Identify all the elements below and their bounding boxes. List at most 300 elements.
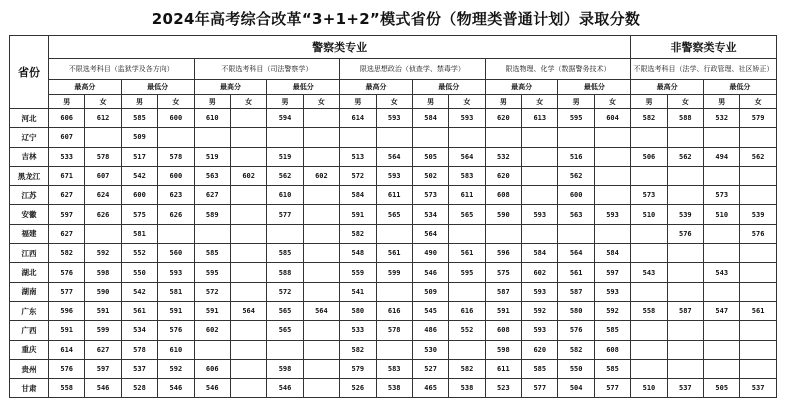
score-cell: 620: [485, 166, 521, 185]
province-header: 省份: [10, 36, 49, 109]
score-cell: 516: [558, 147, 594, 166]
score-cell: 593: [522, 205, 558, 224]
male-header: 男: [558, 95, 594, 109]
score-cell: [340, 128, 376, 147]
score-cell: 627: [49, 224, 85, 243]
score-cell: 597: [85, 359, 121, 378]
score-cell: 543: [704, 263, 740, 282]
score-cell: 526: [340, 379, 376, 398]
province-cell: 吉林: [10, 147, 49, 166]
score-cell: 602: [194, 321, 230, 340]
male-header: 男: [121, 95, 157, 109]
province-cell: 江苏: [10, 186, 49, 205]
score-cell: 564: [303, 301, 339, 320]
score-cell: 548: [340, 244, 376, 263]
score-cell: 585: [267, 244, 303, 263]
score-cell: 587: [485, 282, 521, 301]
lowest-score-header: 最低分: [412, 80, 485, 95]
header-row-groups: [10, 59, 777, 80]
score-cell: 537: [667, 379, 703, 398]
score-cell: 565: [267, 321, 303, 340]
score-cell: 577: [267, 205, 303, 224]
score-cell: [194, 340, 230, 359]
score-cell: 560: [158, 244, 194, 263]
score-cell: 606: [194, 359, 230, 378]
score-cell: 579: [740, 109, 776, 128]
score-cell: 533: [340, 321, 376, 340]
score-cell: [303, 321, 339, 340]
score-cell: 610: [267, 186, 303, 205]
score-cell: 564: [558, 244, 594, 263]
score-cell: 539: [740, 205, 776, 224]
male-header: 男: [704, 95, 740, 109]
score-cell: 532: [485, 147, 521, 166]
score-cell: [449, 282, 485, 301]
score-cell: [267, 128, 303, 147]
female-header: 女: [230, 95, 266, 109]
table-row: [10, 282, 777, 301]
score-cell: [485, 128, 521, 147]
province-cell: 甘肃: [10, 379, 49, 398]
score-cell: [667, 166, 703, 185]
table-row: [10, 128, 777, 147]
score-cell: 578: [158, 147, 194, 166]
score-cell: 599: [85, 321, 121, 340]
score-cell: [303, 379, 339, 398]
score-cell: 593: [594, 282, 630, 301]
score-cell: [667, 263, 703, 282]
score-cell: 578: [85, 147, 121, 166]
non-police-major-header: 非警察类专业: [631, 36, 777, 59]
score-cell: [704, 359, 740, 378]
highest-score-header: 最高分: [194, 80, 267, 95]
score-cell: 598: [485, 340, 521, 359]
score-cell: 602: [230, 166, 266, 185]
score-cell: [376, 340, 412, 359]
lowest-score-header: 最低分: [267, 80, 340, 95]
subject-group-header: 限选物理、化学（数据警务技术）: [485, 59, 631, 80]
score-cell: 534: [121, 321, 157, 340]
score-cell: [667, 128, 703, 147]
header-row-category: [10, 36, 777, 59]
score-cell: [704, 282, 740, 301]
score-cell: [522, 166, 558, 185]
score-cell: 585: [522, 359, 558, 378]
score-cell: 537: [740, 379, 776, 398]
score-cell: 589: [194, 205, 230, 224]
score-cell: 587: [558, 282, 594, 301]
score-cell: [522, 186, 558, 205]
score-cell: 602: [303, 166, 339, 185]
male-header: 男: [412, 95, 448, 109]
score-cell: [740, 166, 776, 185]
score-cell: 611: [485, 359, 521, 378]
table-row: [10, 109, 777, 128]
score-cell: 611: [376, 186, 412, 205]
score-cell: 627: [49, 186, 85, 205]
score-cell: [267, 340, 303, 359]
score-cell: 581: [121, 224, 157, 243]
score-cell: 563: [194, 166, 230, 185]
score-cell: [303, 147, 339, 166]
score-cell: 579: [340, 359, 376, 378]
score-cell: 559: [340, 263, 376, 282]
score-cell: 620: [522, 340, 558, 359]
score-cell: [594, 128, 630, 147]
score-cell: 552: [121, 244, 157, 263]
admission-score-table: [9, 35, 777, 398]
score-cell: 517: [121, 147, 157, 166]
score-cell: 558: [631, 301, 667, 320]
score-cell: [558, 224, 594, 243]
score-cell: 607: [85, 166, 121, 185]
score-cell: 620: [485, 109, 521, 128]
score-cell: [594, 147, 630, 166]
score-cell: 624: [85, 186, 121, 205]
score-cell: 671: [49, 166, 85, 185]
score-cell: 504: [558, 379, 594, 398]
female-header: 女: [667, 95, 703, 109]
female-header: 女: [522, 95, 558, 109]
lowest-score-header: 最低分: [558, 80, 631, 95]
score-cell: 607: [49, 128, 85, 147]
score-cell: 561: [740, 301, 776, 320]
score-cell: 523: [485, 379, 521, 398]
score-cell: [230, 147, 266, 166]
province-cell: 重庆: [10, 340, 49, 359]
score-cell: 576: [158, 321, 194, 340]
score-cell: 580: [340, 301, 376, 320]
province-cell: 辽宁: [10, 128, 49, 147]
score-cell: 533: [49, 147, 85, 166]
score-cell: 510: [631, 205, 667, 224]
table-row: [10, 301, 777, 320]
score-cell: [740, 282, 776, 301]
score-cell: 595: [449, 263, 485, 282]
score-cell: 582: [449, 359, 485, 378]
score-cell: 576: [667, 224, 703, 243]
score-cell: [631, 224, 667, 243]
score-cell: 600: [558, 186, 594, 205]
subject-group-header: 不限选考科目（司法警察学）: [194, 59, 340, 80]
score-cell: [631, 359, 667, 378]
score-cell: 562: [267, 166, 303, 185]
score-cell: 546: [85, 379, 121, 398]
score-cell: 562: [558, 166, 594, 185]
score-cell: 606: [49, 109, 85, 128]
score-cell: 592: [522, 301, 558, 320]
score-cell: 510: [631, 379, 667, 398]
table-row: [10, 263, 777, 282]
score-cell: 519: [267, 147, 303, 166]
score-cell: 565: [449, 205, 485, 224]
score-cell: 564: [449, 147, 485, 166]
header-row-high-low: [10, 80, 777, 95]
score-cell: [522, 147, 558, 166]
score-cell: 550: [121, 263, 157, 282]
score-cell: [704, 244, 740, 263]
score-cell: [303, 263, 339, 282]
score-cell: 600: [121, 186, 157, 205]
score-cell: 584: [522, 244, 558, 263]
score-cell: 505: [704, 379, 740, 398]
score-cell: 580: [558, 301, 594, 320]
score-cell: 594: [267, 109, 303, 128]
score-cell: [667, 282, 703, 301]
score-cell: [303, 244, 339, 263]
score-cell: 591: [158, 301, 194, 320]
female-header: 女: [303, 95, 339, 109]
score-cell: 584: [340, 186, 376, 205]
score-cell: [303, 205, 339, 224]
score-cell: 505: [412, 147, 448, 166]
highest-score-header: 最高分: [631, 80, 704, 95]
score-cell: [631, 282, 667, 301]
page-title: 2024年高考综合改革“3+1+2”模式省份（物理类普通计划）录取分数: [151, 10, 641, 28]
score-cell: 576: [558, 321, 594, 340]
score-cell: [230, 244, 266, 263]
score-cell: 552: [449, 321, 485, 340]
score-cell: [631, 340, 667, 359]
score-cell: 587: [667, 301, 703, 320]
score-cell: 564: [230, 301, 266, 320]
score-cell: [303, 128, 339, 147]
score-cell: 506: [631, 147, 667, 166]
score-cell: 588: [667, 109, 703, 128]
score-cell: 595: [194, 263, 230, 282]
score-cell: 593: [158, 263, 194, 282]
highest-score-header: 最高分: [340, 80, 413, 95]
score-cell: [230, 379, 266, 398]
score-cell: 576: [49, 263, 85, 282]
score-cell: [740, 359, 776, 378]
score-cell: 627: [85, 340, 121, 359]
score-cell: 539: [667, 205, 703, 224]
table-row: [10, 379, 777, 398]
score-cell: 596: [485, 244, 521, 263]
score-cell: [667, 340, 703, 359]
score-cell: 591: [194, 301, 230, 320]
score-cell: 616: [376, 301, 412, 320]
table-row: [10, 224, 777, 243]
score-cell: 530: [412, 340, 448, 359]
subject-group-header: 不限选考科目（监狱学及各方向）: [49, 59, 195, 80]
score-cell: 592: [85, 244, 121, 263]
score-cell: [230, 359, 266, 378]
score-cell: 627: [194, 186, 230, 205]
score-cell: 591: [340, 205, 376, 224]
score-cell: 581: [158, 282, 194, 301]
male-header: 男: [631, 95, 667, 109]
score-cell: 575: [485, 263, 521, 282]
score-cell: [230, 128, 266, 147]
score-cell: [230, 109, 266, 128]
score-cell: [667, 244, 703, 263]
male-header: 男: [485, 95, 521, 109]
province-cell: 福建: [10, 224, 49, 243]
score-cell: [230, 340, 266, 359]
lowest-score-header: 最低分: [704, 80, 777, 95]
score-cell: 604: [594, 109, 630, 128]
male-header: 男: [267, 95, 303, 109]
score-cell: 576: [49, 359, 85, 378]
score-cell: 509: [412, 282, 448, 301]
province-cell: 贵州: [10, 359, 49, 378]
score-cell: 509: [121, 128, 157, 147]
score-cell: [485, 224, 521, 243]
score-cell: 593: [594, 205, 630, 224]
score-cell: [85, 128, 121, 147]
score-cell: 593: [376, 109, 412, 128]
score-cell: 563: [558, 205, 594, 224]
score-cell: [704, 166, 740, 185]
score-cell: [522, 224, 558, 243]
score-cell: 577: [49, 282, 85, 301]
score-cell: 592: [594, 301, 630, 320]
score-cell: 513: [340, 147, 376, 166]
score-cell: 595: [558, 109, 594, 128]
score-cell: 590: [485, 205, 521, 224]
score-cell: [522, 128, 558, 147]
province-cell: 江西: [10, 244, 49, 263]
score-cell: [740, 263, 776, 282]
table-row: [10, 147, 777, 166]
score-cell: 608: [594, 340, 630, 359]
score-cell: [303, 282, 339, 301]
score-cell: 565: [267, 301, 303, 320]
score-cell: [631, 244, 667, 263]
score-cell: [449, 340, 485, 359]
score-cell: [740, 321, 776, 340]
score-cell: 582: [558, 340, 594, 359]
male-header: 男: [194, 95, 230, 109]
score-cell: [704, 321, 740, 340]
score-cell: 616: [449, 301, 485, 320]
score-cell: 593: [522, 321, 558, 340]
score-cell: 583: [449, 166, 485, 185]
female-header: 女: [594, 95, 630, 109]
score-cell: [303, 359, 339, 378]
score-cell: 610: [194, 109, 230, 128]
highest-score-header: 最高分: [49, 80, 122, 95]
score-cell: [594, 166, 630, 185]
score-cell: [230, 321, 266, 340]
score-cell: [449, 224, 485, 243]
score-cell: 585: [194, 244, 230, 263]
score-cell: 564: [376, 147, 412, 166]
score-cell: [667, 359, 703, 378]
score-cell: [449, 128, 485, 147]
score-cell: [303, 186, 339, 205]
province-cell: 河北: [10, 109, 49, 128]
score-cell: 537: [121, 359, 157, 378]
score-cell: 611: [449, 186, 485, 205]
score-cell: 585: [594, 321, 630, 340]
score-cell: [667, 186, 703, 205]
male-header: 男: [340, 95, 376, 109]
female-header: 女: [740, 95, 776, 109]
table-row: [10, 321, 777, 340]
score-cell: 573: [412, 186, 448, 205]
score-cell: 562: [740, 147, 776, 166]
score-cell: [303, 340, 339, 359]
score-cell: [85, 224, 121, 243]
score-cell: 542: [121, 166, 157, 185]
score-cell: 582: [340, 224, 376, 243]
score-cell: 602: [522, 263, 558, 282]
score-cell: 582: [49, 244, 85, 263]
score-cell: [594, 224, 630, 243]
score-cell: 577: [594, 379, 630, 398]
score-cell: 582: [631, 109, 667, 128]
score-cell: 532: [704, 109, 740, 128]
score-cell: [230, 205, 266, 224]
score-cell: 561: [558, 263, 594, 282]
police-major-header: 警察类专业: [49, 36, 631, 59]
score-cell: 545: [412, 301, 448, 320]
score-cell: 502: [412, 166, 448, 185]
subject-group-header: 不限选考科目（法学、行政管理、社区矫正）: [631, 59, 777, 80]
score-cell: [594, 186, 630, 205]
score-cell: [631, 128, 667, 147]
score-cell: 562: [667, 147, 703, 166]
score-cell: 614: [340, 109, 376, 128]
score-cell: [194, 128, 230, 147]
score-cell: 597: [49, 205, 85, 224]
score-cell: 547: [704, 301, 740, 320]
score-cell: 538: [376, 379, 412, 398]
score-cell: [230, 263, 266, 282]
score-cell: 588: [267, 263, 303, 282]
score-cell: 596: [49, 301, 85, 320]
table-row: [10, 186, 777, 205]
score-cell: 565: [376, 205, 412, 224]
score-cell: [376, 282, 412, 301]
score-cell: 590: [85, 282, 121, 301]
header-row-gender: [10, 95, 777, 109]
score-cell: 546: [158, 379, 194, 398]
score-cell: 534: [412, 205, 448, 224]
score-cell: [704, 128, 740, 147]
score-cell: 591: [485, 301, 521, 320]
score-cell: [740, 186, 776, 205]
score-cell: 623: [158, 186, 194, 205]
score-cell: 528: [121, 379, 157, 398]
score-cell: 626: [85, 205, 121, 224]
score-cell: 572: [340, 166, 376, 185]
province-cell: 广西: [10, 321, 49, 340]
score-cell: 494: [704, 147, 740, 166]
female-header: 女: [376, 95, 412, 109]
score-cell: 575: [121, 205, 157, 224]
score-cell: 598: [85, 263, 121, 282]
score-cell: [230, 224, 266, 243]
score-cell: 585: [121, 109, 157, 128]
female-header: 女: [158, 95, 194, 109]
score-cell: [230, 282, 266, 301]
score-cell: [740, 244, 776, 263]
score-cell: 591: [85, 301, 121, 320]
province-cell: 广东: [10, 301, 49, 320]
score-cell: 583: [376, 359, 412, 378]
score-cell: [303, 109, 339, 128]
score-cell: 527: [412, 359, 448, 378]
score-cell: 582: [340, 340, 376, 359]
score-cell: 593: [376, 166, 412, 185]
score-cell: [740, 128, 776, 147]
score-cell: [704, 224, 740, 243]
table-row: [10, 205, 777, 224]
